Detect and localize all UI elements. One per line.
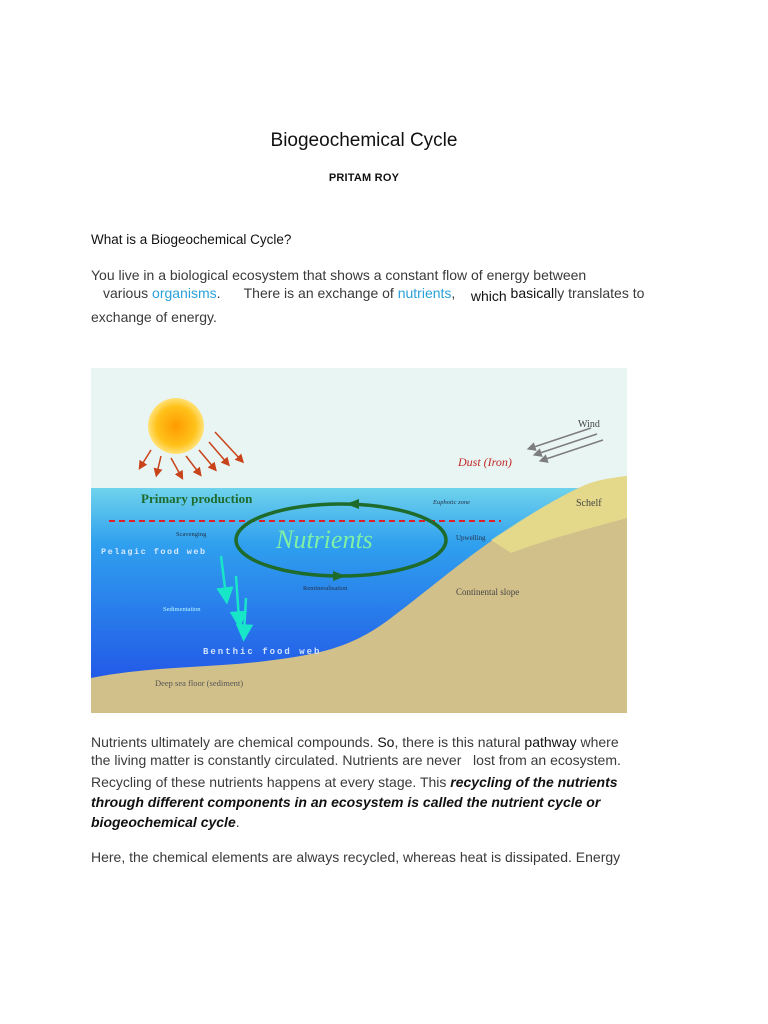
para2-text: pathway bbox=[524, 734, 577, 750]
intro-text: various bbox=[103, 285, 153, 301]
para2-text: where bbox=[576, 734, 619, 750]
primary-production-label: Primary production bbox=[141, 491, 253, 506]
para2-emphasis: biogeochemical cycle bbox=[91, 814, 236, 830]
intro-text: which bbox=[470, 288, 511, 304]
intro-text: . There is an exchange of bbox=[216, 285, 398, 301]
benthic-label: Benthic food web bbox=[203, 647, 322, 657]
section-heading: What is a Biogeochemical Cycle? bbox=[91, 232, 292, 247]
intro-line-2 bbox=[91, 284, 691, 302]
pelagic-label: Pelagic food web bbox=[101, 547, 207, 557]
para2-emphasis: recycling of the nutrients bbox=[450, 774, 618, 790]
para2-text: So bbox=[377, 734, 395, 750]
intro-line-1: You live in a biological ecosystem that shows a constant flow of energy between bbox=[91, 267, 587, 283]
dust-label: Dust (Iron) bbox=[458, 455, 512, 469]
euphotic-zone-label: Euphotic zone bbox=[433, 499, 471, 506]
para2-line-4: through different components in an ecosystem is called the nutrient cycle or bbox=[91, 794, 601, 810]
sedimentation-label: Sedimentation bbox=[163, 606, 201, 613]
schelf-label: Schelf bbox=[576, 498, 602, 509]
document-title: Biogeochemical Cycle bbox=[270, 130, 458, 151]
nutrients-paragraph bbox=[91, 733, 701, 831]
intro-paragraph bbox=[91, 266, 691, 326]
para2-line-2: the living matter is constantly circulated. Nutrients are never lost from an ecosystem. bbox=[91, 752, 621, 768]
intro-text: basical bbox=[510, 285, 555, 301]
para2-text: Recycling of these nutrients happens at every stage. This bbox=[91, 774, 451, 790]
continental-slope-label: Continental slope bbox=[456, 587, 520, 597]
deep-sea-floor-label: Deep sea floor (sediment) bbox=[155, 678, 244, 688]
para2-line-1 bbox=[91, 733, 701, 751]
upwelling-label: Upwelling bbox=[456, 534, 486, 542]
organisms-link[interactable]: organisms bbox=[152, 285, 217, 301]
para2-line-5 bbox=[91, 813, 701, 831]
intro-text: , bbox=[451, 285, 471, 301]
para2-text: , there is this natural bbox=[394, 734, 525, 750]
wind-label: Wind bbox=[578, 419, 600, 430]
nutrients-label: Nutrients bbox=[276, 525, 373, 554]
para2-text: . bbox=[235, 814, 240, 830]
intro-line-3: exchange of energy. bbox=[91, 309, 217, 325]
scavenging-label: Scavenging bbox=[176, 531, 207, 538]
para2-line-3 bbox=[91, 773, 701, 791]
author-name: PRITAM ROY bbox=[328, 172, 400, 184]
para2-text: Nutrients ultimately are chemical compounds. bbox=[91, 734, 378, 750]
heat-paragraph: Here, the chemical elements are always recycled, whereas heat is dissipated. Energy bbox=[91, 849, 621, 865]
nutrients-link[interactable]: nutrients bbox=[397, 285, 452, 301]
intro-text: ly translates to bbox=[554, 285, 645, 301]
remineralisation-label: Remineralisation bbox=[303, 585, 348, 592]
nutrient-cycle-diagram bbox=[91, 368, 627, 713]
